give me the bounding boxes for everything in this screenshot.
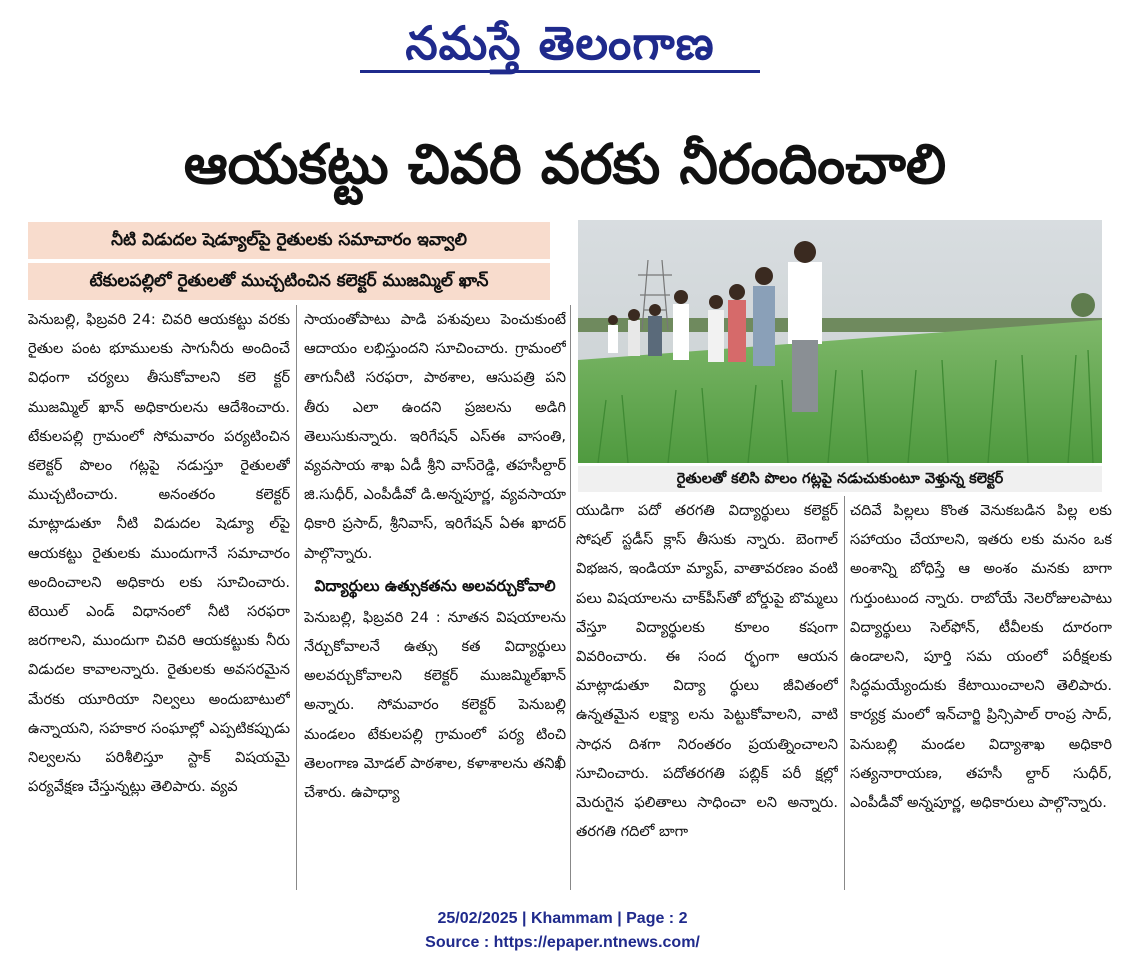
masthead-logo: నమస్తే తెలంగాణ [405, 16, 715, 70]
article-paragraph: పెనుబల్లి, ఫిబ్రవరి 24: చివరి ఆయకట్టు వరకు రైతుల పంట భూములకు సాగునీరు అందించే విధంగా చర్యలు తీసుకోవాలని కలె క్టర్ ముజమ్మిల్ ఖాన్ అధికారులను ఆదేశించారు. టేకులపల్లి గ్రామంలో సోమవారం పర్యటించిన కలెక్టర్ పొలం గట్లపై నడుస్తూ రైతులతో ముచ్చటించారు. అనంతరం కలెక్టర్ మాట్లాడుతూ నీటి విడుదల షెడ్యూ ల్‌పై ఆయకట్టు రైతులకు ముందుగానే సమాచారం అందించాలని అధికారు లకు సూచించారు. టెయిల్ ఎండ్ విధానంలో నీటి సరఫరా జరగాలని, ముందుగా చివరి ఆయకట్టుకు నీరు విడుదల కావాలన్నారు. రైతులకు అవసరమైన మేరకు యూరియా నిల్వలు అందుబాటులో ఉన్నాయని, సహకార సంఘాల్లో ఎప్పటికప్పుడు నిల్వలను పరిశీలిస్తూ స్టాక్ విషయమై పర్యవేక్షణ చేస్తున్నట్లు తెలిపారు. వ్యవ [28, 311, 290, 796]
subheadline-2: టేకులపల్లిలో రైతులతో ముచ్చటించిన కలెక్టర్ ముజమ్మిల్ ఖాన్ [28, 263, 550, 300]
column-divider [570, 305, 571, 890]
article-paragraph: యుడిగా పదో తరగతి విద్యార్థులు కలెక్టర్ సోషల్ స్టడీస్ క్లాస్ తీసుకు న్నారు. బెంగాల్ విభజన, ఇండియా మ్యాప్, వాతావరణం వంటి పలు విషయాలను చాక్‌పీస్‌తో బోర్డుపై బొమ్మలు వేస్తూ విద్యార్థులకు కూలం కషంగా వివరించారు. ఈ సంద ర్భంగా ఆయన మాట్లాడుతూ విద్యా ర్థులు జీవితంలో ఉన్నతమైన లక్ష్యా లను పెట్టుకోవాలని, వాటి సాధన దిశగా నిరంతరం ప్రయత్నించాలని సూచించారు. పదోతరగతి పబ్లిక్ పరీ క్షల్లో మెరుగైన ఫలితాలు సాధించా లని అన్నారు. తరగతి గదిలో బాగా [576, 502, 838, 841]
masthead-underline [360, 70, 760, 73]
photo-caption: రైతులతో కలిసి పొలం గట్లపై నడుచుకుంటూ వెళ్తున్న కలెక్టర్ [578, 466, 1102, 492]
subheadline-1: నీటి విడుదల షెడ్యూల్‌పై రైతులకు సమాచారం ఇవ్వాలి [28, 222, 550, 259]
headline: ఆయకట్టు చివరి వరకు నీరందించాలి [183, 132, 947, 196]
footer-date-page: 25/02/2025 | Khammam | Page : 2 [437, 910, 688, 927]
article-subheading: విద్యార్థులు ఉత్సుకతను అలవర్చుకోవాలి [314, 576, 556, 595]
article-column-2 [304, 305, 566, 890]
subheadline-divider [28, 260, 550, 262]
article-column-4 [850, 496, 1112, 890]
column-divider [296, 305, 297, 890]
article-paragraph: పెనుబల్లి, ఫిబ్రవరి 24 : నూతన విషయాలను నేర్చుకోవాలనే ఉత్సు కత విద్యార్థులు అలవర్చుకోవాలని కలెక్టర్ ముజమ్మిల్‌ఖాన్ అన్నారు. సోమవారం కలెక్టర్ పెనుబల్లి మండలం టేకులపల్లి గ్రామంలో పర్య టించి తెలంగాణ మోడల్ పాఠశాల, కళాశాలను తనిఖీ చేశారు. ఉపాధ్యా [304, 608, 566, 802]
footer-source: Source : https://epaper.ntnews.com/ [425, 934, 700, 951]
article-paragraph: చదివే పిల్లలు కొంత వెనుకబడిన పిల్ల లకు సహాయం చేయాలని, ఇతరు లకు మనం ఒక అంశాన్ని బోధిస్తే ఆ అంశం మనకు బాగా గుర్తుంటుంద న్నారు. రాబోయే నెలరోజులపాటు విద్యార్థులు సెల్‌ఫోన్, టీవీలకు దూరంగా ఉండాలని, పూర్తి సమ యంలో పరీక్షలకు సిద్ధమయ్యేందుకు కేటాయించాలని తెలిపారు. కార్యక్ర మంలో ఇన్‌చార్జి ప్రిన్సిపాల్ రాంప్ర సాద్, పెనుబల్లి మండల విద్యాశాఖ అధికారి సత్యనారాయణ, తహసీ ల్దార్ సుధీర్, ఎంపీడీవో అన్నపూర్ణ, అధికారులు పాల్గొన్నారు. [850, 502, 1112, 812]
article-column-1 [28, 305, 290, 890]
article-paragraph: సాయంతోపాటు పాడి పశువులు పెంచుకుంటే ఆదాయం లభిస్తుందని సూచించారు. గ్రామంలో తాగునీటి సరఫరా, పాఠశాల, ఆసుపత్రి పని తీరు ఎలా ఉందని ప్రజలను అడిగి తెలుసుకున్నారు. ఇరిగేషన్ ఎస్‌ఈ వాసంతి, వ్యవసాయ శాఖ ఏడీ శ్రీని వాస్‌రెడ్డి, తహసీల్దార్ జి.సుధీర్, ఎంపీడీవో డి.అన్నపూర్ణ, వ్యవసాయా ధికారి ప్రసాద్, శ్రీనివాస్, ఇరిగేషన్ ఏఈ ఖాదర్ పాల్గొన్నారు. [304, 311, 566, 562]
article-photo [578, 220, 1102, 463]
column-divider [844, 496, 845, 890]
field-photo-illustration [578, 220, 1102, 463]
article-column-3 [576, 496, 838, 890]
